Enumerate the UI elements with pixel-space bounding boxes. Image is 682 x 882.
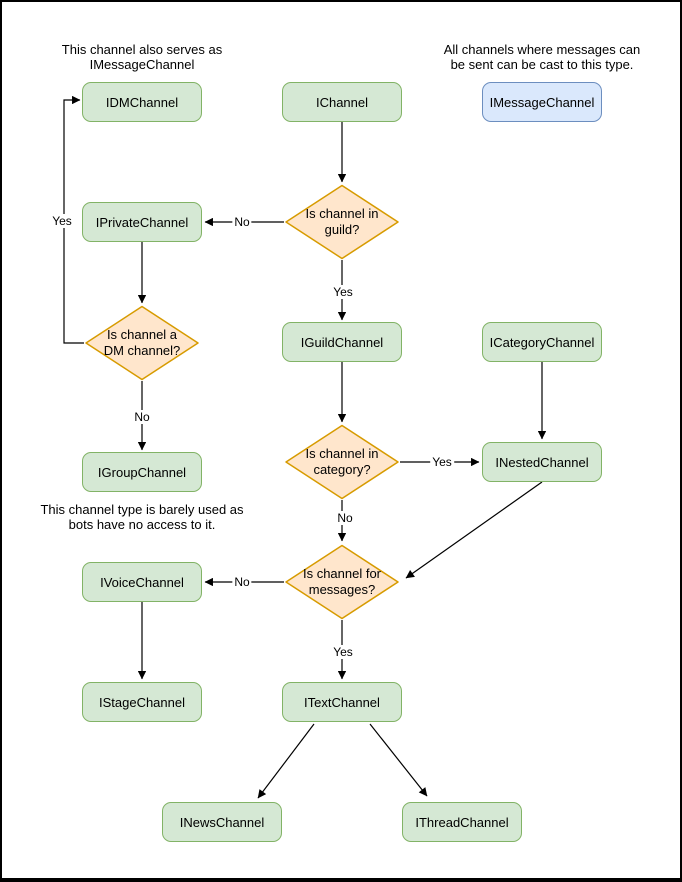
note-igroupchannel — [17, 502, 267, 532]
node-inewschannel — [162, 802, 282, 842]
note-imessagechannel — [417, 42, 667, 72]
node-inestedchannel — [482, 442, 602, 482]
node-ivoicechannel — [82, 562, 202, 602]
node-ichannel — [282, 82, 402, 122]
edge-inestedchannel-to-messages-decision — [406, 482, 542, 578]
edge-itextchannel-to-inewschannel — [258, 724, 314, 798]
note-line: This channel also serves as — [61, 42, 223, 57]
edge-label-dm-no: No — [134, 410, 150, 424]
note-line: All channels where messages can — [443, 42, 641, 57]
decision-label: Is channel in — [305, 206, 379, 221]
node-itextchannel — [282, 682, 402, 722]
node-ithreadchannel — [402, 802, 522, 842]
node-label: IMessageChannel — [489, 94, 595, 110]
node-label: IThreadChannel — [415, 814, 509, 830]
node-label: INewsChannel — [179, 814, 265, 830]
node-istagechannel — [82, 682, 202, 722]
decision-label: Is channel a — [106, 327, 178, 342]
edge-label-category-no: No — [337, 511, 353, 525]
node-label: ICategoryChannel — [489, 334, 595, 350]
note-line: be sent can be cast to this type. — [450, 57, 634, 72]
node-label: ITextChannel — [304, 694, 380, 710]
edge-label-dm-yes: Yes — [52, 214, 72, 228]
node-label: IStageChannel — [98, 694, 185, 710]
decision-label: category? — [313, 462, 371, 477]
node-iguildchannel — [282, 322, 402, 362]
node-label: IPrivateChannel — [95, 214, 189, 230]
decision-is-channel-for-messages — [284, 544, 400, 620]
decision-label: guild? — [324, 222, 360, 237]
note-line: bots have no access to it. — [68, 517, 216, 532]
decision-is-channel-in-category — [284, 424, 400, 500]
node-label: IDMChannel — [105, 94, 179, 110]
node-label: IGuildChannel — [300, 334, 384, 350]
node-idmchannel — [82, 82, 202, 122]
edge-label-guild-yes: Yes — [333, 285, 353, 299]
node-imessagechannel — [482, 82, 602, 122]
node-iprivatechannel — [82, 202, 202, 242]
node-label: IVoiceChannel — [100, 574, 184, 590]
edge-label-guild-no: No — [234, 215, 250, 229]
edge-label-messages-yes: Yes — [333, 645, 353, 659]
note-idmchannel — [22, 42, 262, 72]
decision-label: Is channel in — [305, 446, 379, 461]
decision-is-channel-a-dm — [84, 305, 200, 381]
decision-label: messages? — [308, 582, 376, 597]
node-igroupchannel — [82, 452, 202, 492]
decision-is-channel-in-guild — [284, 184, 400, 260]
note-line: IMessageChannel — [89, 57, 195, 72]
decision-label: DM channel? — [103, 343, 181, 358]
edge-label-messages-no: No — [234, 575, 250, 589]
note-line: This channel type is barely used as — [40, 502, 244, 517]
node-icategorychannel — [482, 322, 602, 362]
decision-label: Is channel for — [302, 566, 382, 581]
node-label: IChannel — [315, 94, 369, 110]
edge-itextchannel-to-ithreadchannel — [370, 724, 427, 796]
edge-label-category-yes: Yes — [432, 455, 452, 469]
node-label: IGroupChannel — [97, 464, 187, 480]
node-label: INestedChannel — [495, 454, 589, 470]
